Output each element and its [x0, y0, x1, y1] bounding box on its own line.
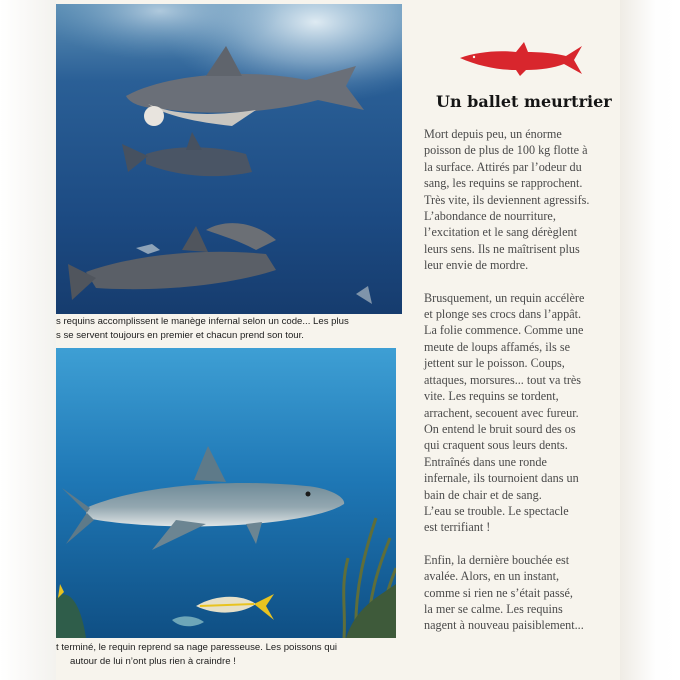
text-line: L’eau se trouble. Le spectacle — [424, 503, 569, 518]
paragraph-1 — [424, 126, 624, 274]
text-line: sang, les requins se rapprochent. — [424, 176, 583, 191]
text-line: Brusquement, un requin accélère — [424, 290, 585, 305]
text-line: attaques, morsures... tout va très — [424, 372, 582, 387]
text-line: poisson de plus de 100 kg flotte à — [424, 143, 588, 158]
text-line: arrachent, secouent avec fureur. — [424, 405, 579, 420]
text-line: vite. Les requins se tordent, — [424, 389, 559, 404]
page-gutter-left — [0, 0, 56, 680]
photo-shark-frenzy — [56, 4, 402, 314]
text-line: bain de chair et de sang. — [424, 487, 542, 502]
caption-bottom-line-2: autour de lui n’ont plus rien à craindre ! — [70, 656, 236, 667]
text-line: l’excitation et le sang dérèglent — [424, 225, 577, 240]
text-line: infernale, ils tournoient dans un — [424, 471, 579, 486]
shark-logo-shape — [460, 42, 582, 76]
text-line: Enfin, la dernière bouchée est — [424, 552, 570, 567]
text-line: et plonge ses crocs dans l’appât. — [424, 307, 582, 322]
text-line: meute de loups affamés, ils se — [424, 339, 570, 354]
caption-top-line-2: s se servent toujours en premier et chacun prend son tour. — [56, 330, 304, 341]
text-line: Entraînés dans une ronde — [424, 454, 547, 469]
text-line: la mer se calme. Les requins — [424, 601, 563, 616]
paragraph-2 — [424, 290, 624, 536]
text-line: La folie commence. Comme une — [424, 323, 584, 338]
text-line: est terrifiant ! — [424, 520, 491, 535]
page-edge-right — [620, 0, 680, 680]
text-line: nagent à nouveau paisiblement... — [424, 618, 584, 633]
article-body — [424, 126, 624, 650]
caption-top-line-1: s requins accomplissent le manège infernal selon un code... Les plus — [56, 316, 349, 327]
text-line: leurs sens. Ils ne maîtrisent plus — [424, 241, 580, 256]
caption-bottom — [56, 641, 402, 669]
caption-top — [56, 315, 402, 343]
text-line: avalée. Alors, en un instant, — [424, 569, 560, 584]
text-line: comme si rien ne s’était passé, — [424, 585, 573, 600]
photo-reef-shark — [56, 348, 396, 638]
caption-bottom-line-1: t terminé, le requin reprend sa nage paresseuse. Les poissons qui — [56, 642, 338, 653]
shark-silhouette-icon — [458, 40, 584, 80]
text-line: On entend le bruit sourd des os — [424, 421, 576, 436]
text-line: Très vite, ils deviennent agressifs. — [424, 192, 590, 207]
paragraph-3 — [424, 552, 624, 634]
text-line: la surface. Attirés par l’odeur du — [424, 159, 582, 174]
text-line: leur envie de mordre. — [424, 258, 529, 273]
article-title: Un ballet meurtrier — [436, 92, 612, 111]
text-line: L’abondance de nourriture, — [424, 209, 556, 224]
text-line: Mort depuis peu, un énorme — [424, 127, 562, 141]
text-line: jettent sur le poisson. Coups, — [424, 356, 565, 371]
text-line: qui craquent sous leurs dents. — [424, 438, 568, 453]
